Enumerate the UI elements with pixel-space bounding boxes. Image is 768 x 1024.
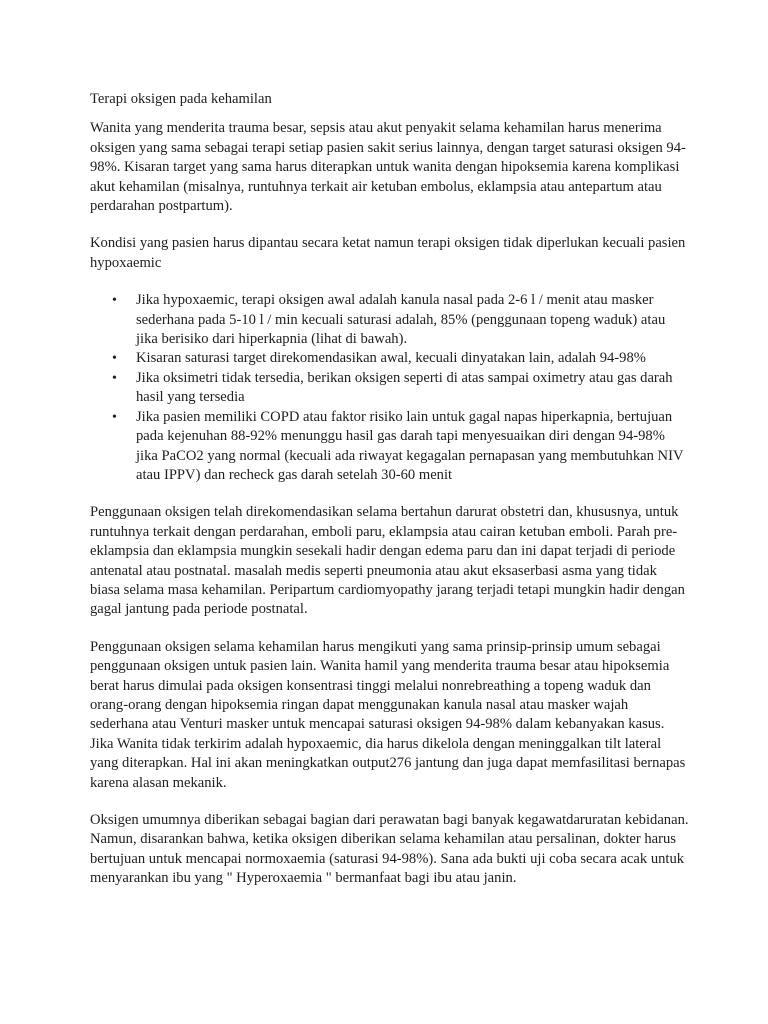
paragraph-conditions: Kondisi yang pasien harus dipantau secara ketat namun terapi oksigen tidak diperlukan kecuali pasien hypoxaemic bbox=[90, 235, 686, 271]
list-item: • Jika oksimetri tidak tersedia, berikan oksigen seperti di atas sampai oximetry atau gas darah hasil yang tersedia bbox=[136, 369, 690, 408]
paragraph-normoxaemia: Oksigen umumnya diberikan sebagai bagian dari perawatan bagi banyak kegawatdaruratan kebidanan. Namun, disarankan bahwa, ketika oksigen diberikan selama kehamilan atau persalinan, dokter harus bertujuan untuk mencapai normoxaemia (saturasi 94-98%). Sana ada bukti uji coba secara acak untuk menyarankan ibu yang " Hyperoxaemia " bermanfaat bagi ibu atau janin. bbox=[90, 812, 689, 887]
list-item: • Kisaran saturasi target direkomendasikan awal, kecuali dinyatakan lain, adalah 94-98% bbox=[136, 349, 690, 368]
document-page bbox=[90, 90, 690, 907]
bullet-list bbox=[90, 291, 690, 485]
document-title: Terapi oksigen pada kehamilan bbox=[90, 91, 272, 107]
list-item: • Jika pasien memiliki COPD atau faktor risiko lain untuk gagal napas hiperkapnia, bertujuan pada kejenuhan 88-92% menunggu hasil gas darah tapi menyesuaikan diri dengan 94-98% jika PaCO2 yang normal (kecuali ada riwayat kegagalan pernapasan yang membutuhkan NIV atau IPPV) dan recheck gas darah setelah 30-60 menit bbox=[136, 408, 690, 486]
paragraph-obstetric-use: Penggunaan oksigen telah direkomendasikan selama bertahun darurat obstetri dan, khususnya, untuk runtuhnya terkait dengan perdarahan, emboli paru, eklampsia atau cairan ketuban emboli. Parah pre-eklampsia dan eklampsia mungkin sesekali hadir dengan edema paru dan ini dapat terjadi di periode antenatal atau postnatal. masalah medis seperti pneumonia atau akut eksaserbasi asma yang tidak biasa selama masa kehamilan. Peripartum cardiomyopathy jarang terjadi tetapi mungkin hadir dengan gagal jantung pada periode postnatal. bbox=[90, 504, 685, 618]
list-item: • Jika hypoxaemic, terapi oksigen awal adalah kanula nasal pada 2-6 l / menit atau masker sederhana pada 5-10 l / min kecuali saturasi adalah, 85% (penggunaan topeng waduk) atau jika berisiko dari hiperkapnia (lihat di bawah). bbox=[136, 291, 690, 349]
paragraph-intro: Wanita yang menderita trauma besar, sepsis atau akut penyakit selama kehamilan harus menerima oksigen yang sama sebagai terapi setiap pasien sakit serius lainnya, dengan target saturasi oksigen 94-98%. Kisaran target yang sama harus diterapkan untuk wanita dengan hipoksemia karena komplikasi akut kehamilan (misalnya, runtuhnya terkait air ketuban embolus, eklampsia atau antepartum atau perdarahan postpartum). bbox=[90, 120, 686, 215]
paragraph-principles: Penggunaan oksigen selama kehamilan harus mengikuti yang sama prinsip-prinsip umum sebagai penggunaan oksigen untuk pasien lain. Wanita hamil yang menderita trauma besar atau hipoksemia berat harus dimulai pada oksigen konsentrasi tinggi melalui nonrebreathing a topeng waduk dan orang-orang dengan hipoksemia ringan dapat menggunakan kanula nasal atau masker wajah sederhana atau Venturi masker untuk mencapai saturasi oksigen 94-98% dalam kebanyakan kasus. Jika Wanita tidak terkirim adalah hypoxaemic, dia harus dikelola dengan meninggalkan tilt lateral yang diterapkan. Hal ini akan meningkatkan output276 jantung dan juga dapat memfasilitasi bernapas karena alasan mekanik. bbox=[90, 638, 686, 791]
